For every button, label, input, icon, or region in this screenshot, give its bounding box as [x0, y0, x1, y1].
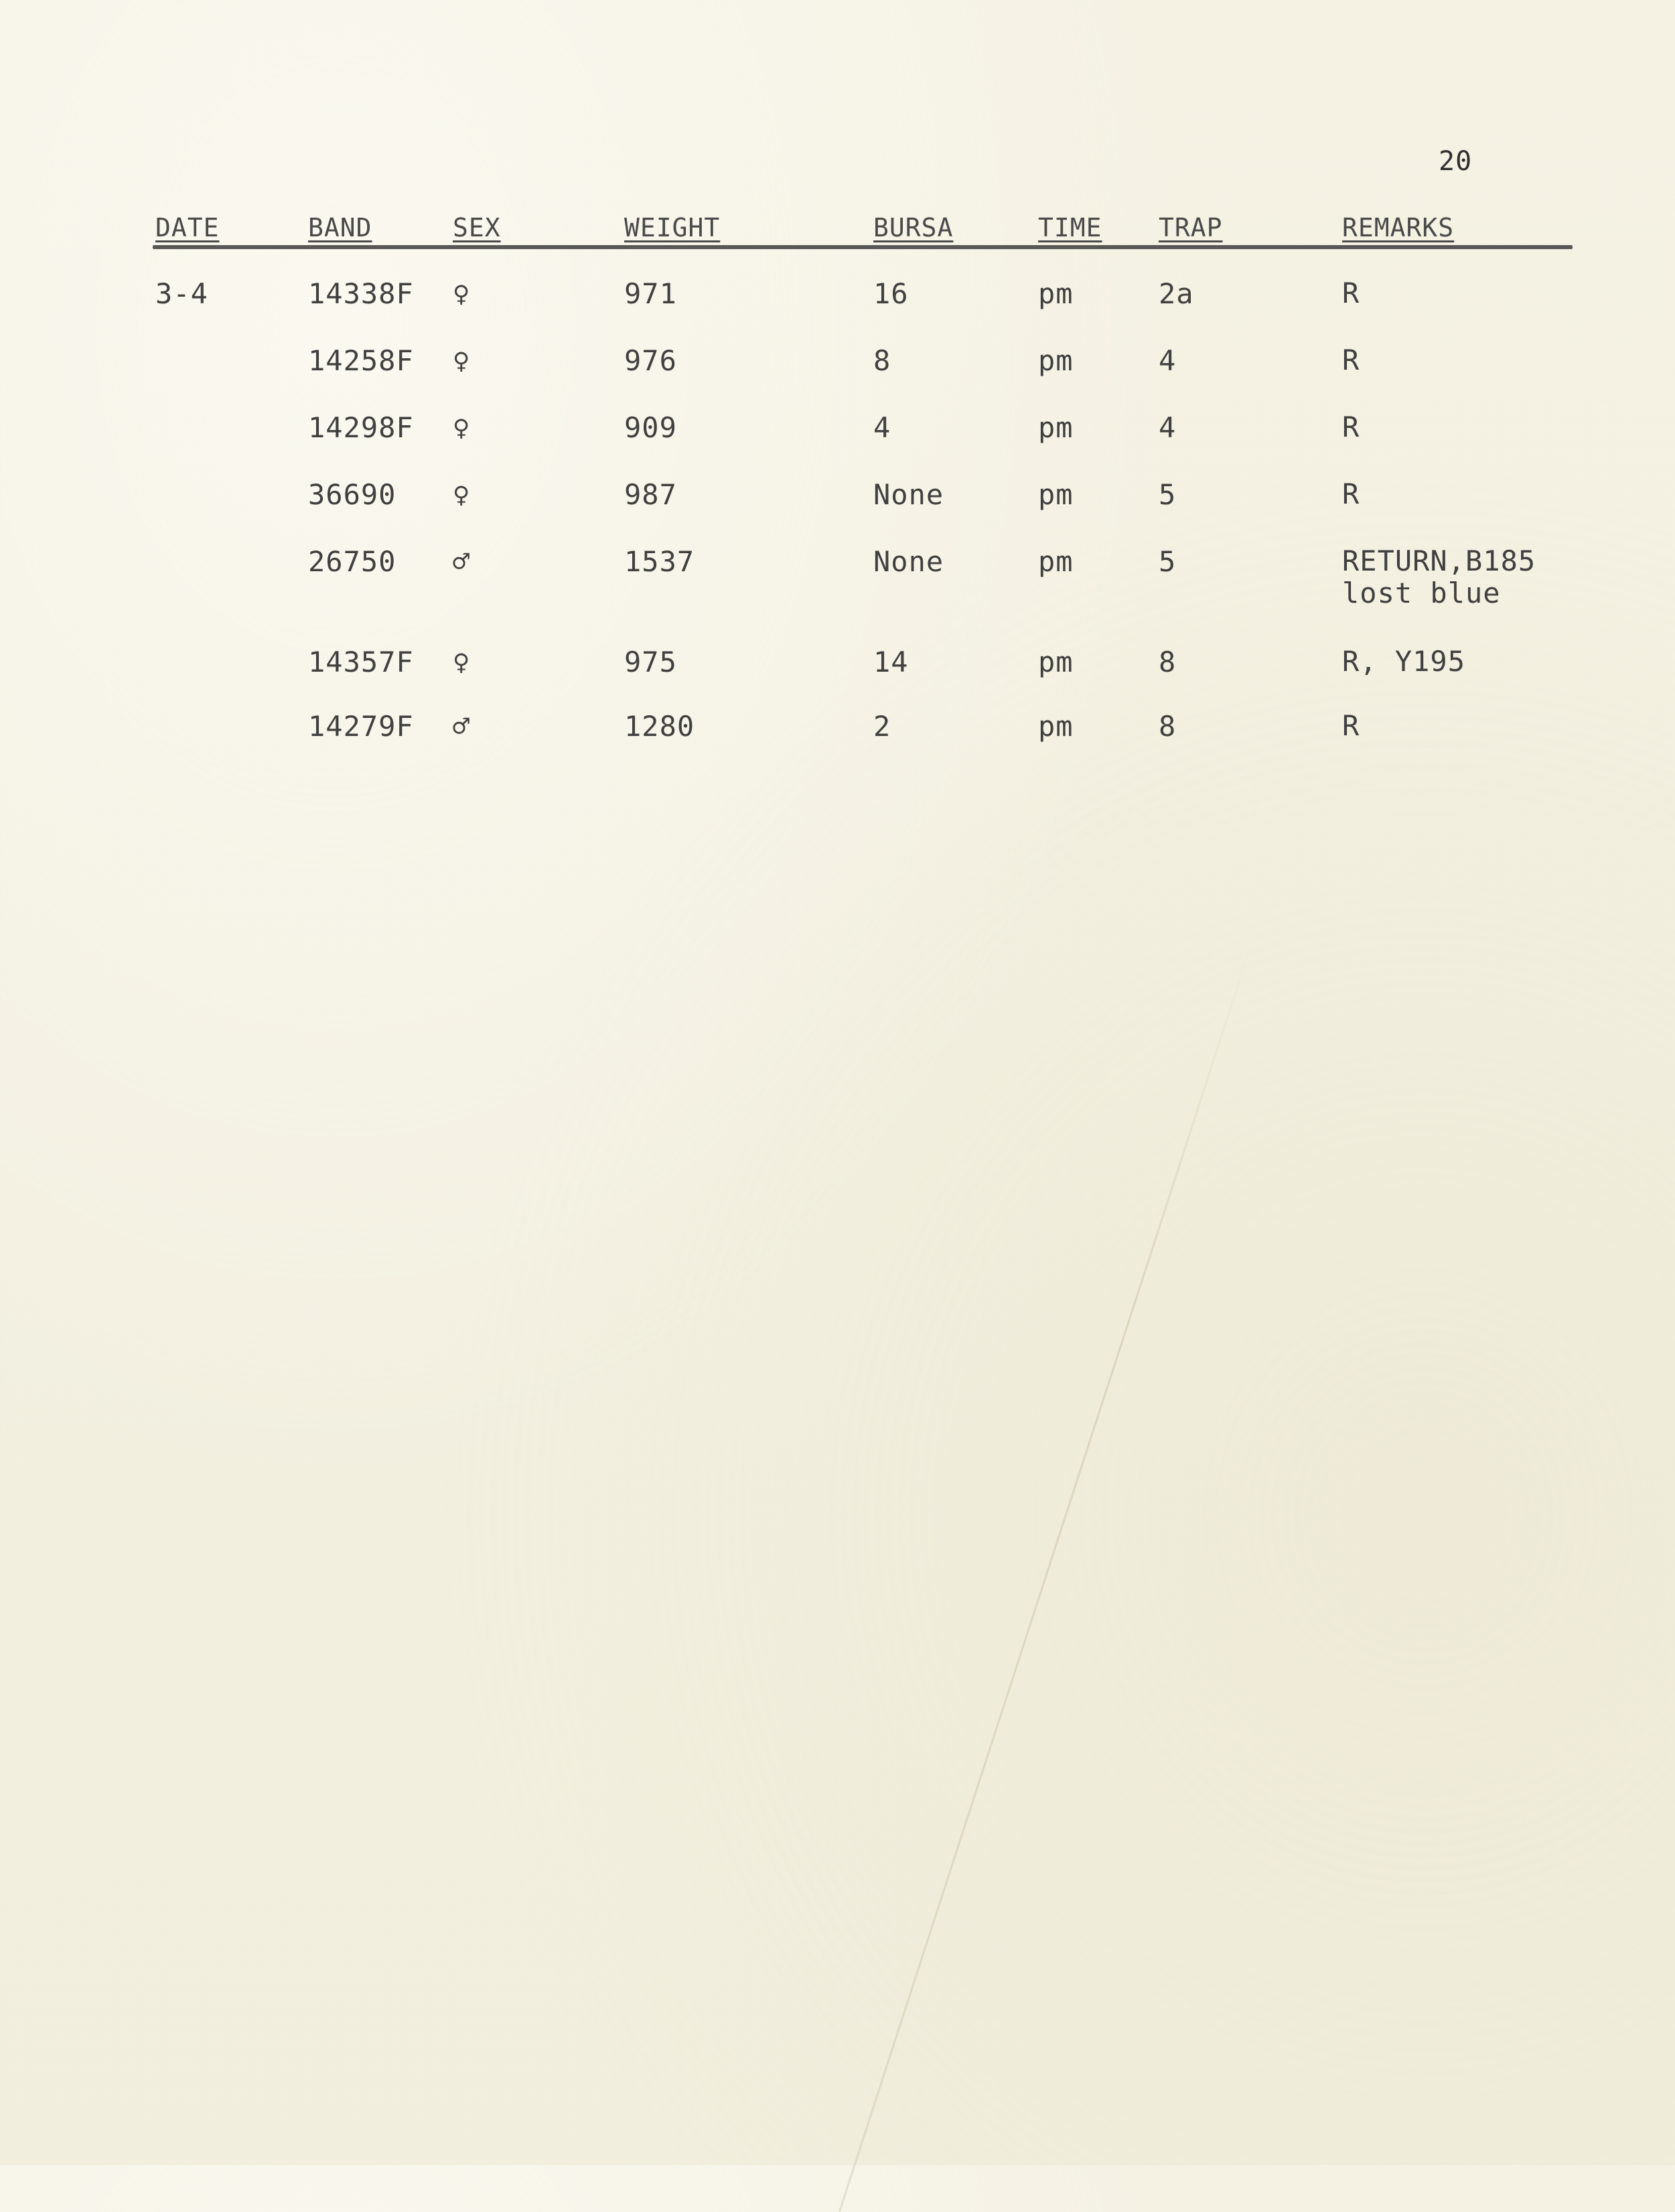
header-date: DATE	[155, 213, 220, 242]
cell-remarks: R	[1342, 477, 1360, 510]
cell-trap: 2a	[1159, 277, 1194, 310]
header-remarks: REMARKS	[1342, 213, 1455, 242]
cell-trap: 5	[1159, 478, 1177, 511]
cell-band: 14258F	[308, 344, 414, 377]
cell-remarks: R	[1342, 277, 1360, 309]
cell-band: 14279F	[308, 710, 414, 743]
page-number: 20	[1439, 146, 1473, 177]
table-row	[153, 344, 1573, 384]
cell-remarks: R	[1342, 344, 1360, 376]
cell-band: 14357F	[308, 646, 414, 678]
header-trap: TRAP	[1159, 213, 1223, 242]
cell-remarks: R	[1342, 709, 1360, 742]
cell-bursa: 8	[873, 344, 891, 377]
cell-bursa: 2	[873, 710, 891, 743]
table-row	[153, 277, 1573, 317]
cell-band: 14298F	[308, 411, 414, 444]
cell-bursa: None	[873, 545, 944, 578]
cell-time: pm	[1038, 478, 1074, 511]
table-row	[153, 411, 1573, 451]
cell-trap: 8	[1159, 646, 1177, 678]
paper-fold	[839, 938, 1254, 2212]
cell-weight: 987	[624, 478, 677, 511]
cell-trap: 5	[1159, 545, 1177, 578]
cell-band: 36690	[308, 478, 396, 511]
table-row	[153, 545, 1573, 619]
cell-trap: 8	[1159, 710, 1177, 743]
cell-weight: 971	[624, 277, 677, 310]
cell-time: pm	[1038, 277, 1074, 310]
header-rule	[153, 245, 1573, 249]
cell-trap: 4	[1159, 411, 1177, 444]
cell-time: pm	[1038, 710, 1074, 743]
cell-bursa: None	[873, 478, 944, 511]
cell-sex: ♂	[453, 545, 471, 578]
cell-bursa: 4	[873, 411, 891, 444]
cell-band: 14338F	[308, 277, 414, 310]
cell-weight: 909	[624, 411, 677, 444]
cell-date: 3-4	[155, 277, 208, 310]
header-bursa: BURSA	[873, 213, 954, 242]
cell-time: pm	[1038, 344, 1074, 377]
cell-remarks: R	[1342, 411, 1360, 443]
cell-bursa: 14	[873, 646, 909, 678]
cell-sex: ♂	[453, 710, 471, 743]
cell-sex: ♀	[453, 344, 471, 377]
cell-sex: ♀	[453, 277, 471, 310]
cell-weight: 1280	[624, 710, 695, 743]
cell-remarks: R, Y195	[1342, 645, 1466, 678]
cell-weight: 1537	[624, 545, 695, 578]
cell-band: 26750	[308, 545, 396, 578]
header-sex: SEX	[453, 213, 501, 242]
cell-time: pm	[1038, 646, 1074, 678]
table-row	[153, 646, 1573, 686]
header-time: TIME	[1038, 213, 1102, 242]
cell-weight: 975	[624, 646, 677, 678]
cell-sex: ♀	[453, 411, 471, 444]
cell-trap: 4	[1159, 344, 1177, 377]
header-band: BAND	[308, 213, 372, 242]
cell-weight: 976	[624, 344, 677, 377]
table-row	[153, 478, 1573, 518]
cell-time: pm	[1038, 411, 1074, 444]
cell-time: pm	[1038, 545, 1074, 578]
cell-sex: ♀	[453, 646, 471, 678]
cell-bursa: 16	[873, 277, 909, 310]
header-weight: WEIGHT	[624, 213, 721, 242]
cell-sex: ♀	[453, 478, 471, 511]
table-row	[153, 710, 1573, 750]
cell-remarks: RETURN,B185 lost blue	[1342, 544, 1536, 609]
table-header	[153, 213, 1573, 248]
